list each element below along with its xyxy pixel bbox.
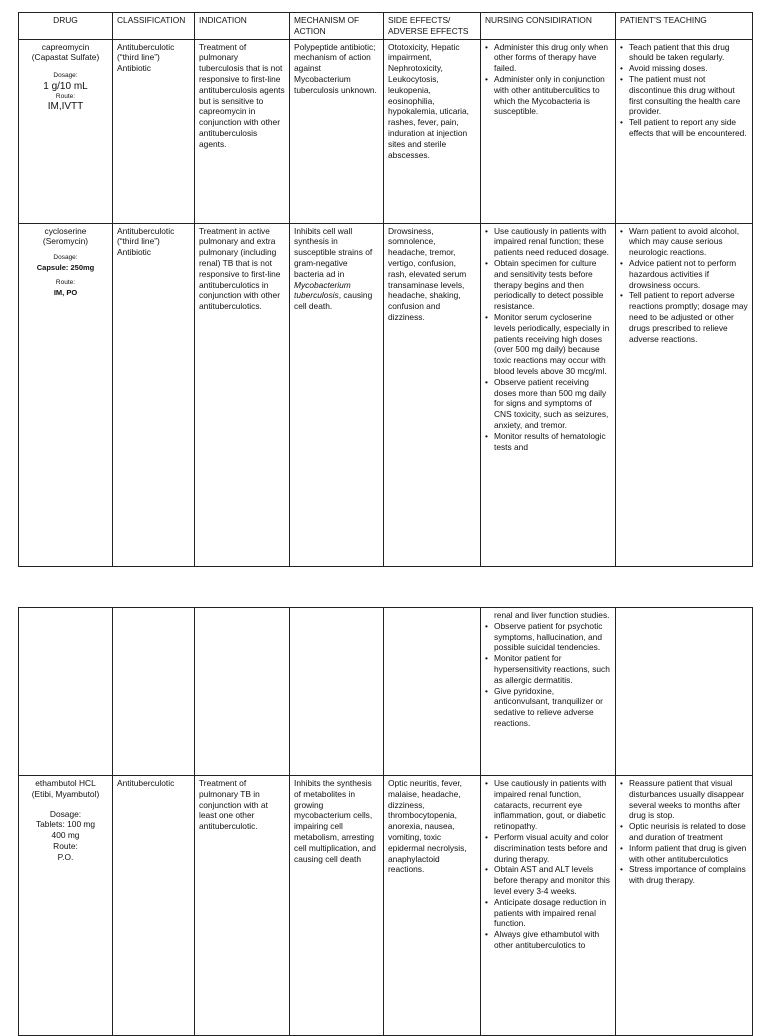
list-item: • Obtain specimen for culture and sensitivity tests before therapy begins and then periodically to detect possible resistance. [485,258,611,312]
teaching-cell [616,39,753,223]
drug-brand: (Etibi, Myambutol) [31,788,100,799]
empty-cell [616,608,753,776]
list-item: • Advice patient not to perform hazardous activities if drowsiness occurs. [620,258,748,290]
list-item: • Reassure patient that visual disturbances usually disappear several weeks to months after drug is stop. [620,778,748,821]
mechanism-text: Inhibits cell wall synthesis in susceptible strains of gram-negative bacteria ad in [294,225,373,279]
list-item: • The patient must not discontinue this drug without first consulting the health care provider. [620,74,748,117]
side-effects-cell: Optic neuritis, fever, malaise, headache, dizziness, thrombocytopenia, anorexia, nausea, vomiting, toxic epidermal necrolysis, anaphylactoid reactions. [384,776,481,1036]
empty-cell [290,608,384,776]
route-label: Route: [55,279,76,287]
list-item: • Teach patient that this drug should be taken regularly. [620,42,748,64]
dosage-value: 1 g/10 mL [43,80,88,92]
side-effects-cell: Drowsiness, somnolence, headache, tremor, vertigo, confusion, rash, elevated serum transaminase levels, headache, shaking, confusion and dizziness. [384,223,481,566]
list-item: • Administer this drug only when other forms of therapy have failed. [485,42,611,74]
mechanism-cell [290,223,384,566]
continued-text: renal and liver function studies. [494,610,610,620]
drug-table-page-1 [18,12,753,567]
drug-brand: (Capastat Sulfate) [31,52,100,63]
table-row [19,223,753,566]
drug-name: ethambutol HCL [35,778,96,788]
header-side-effects: SIDE EFFECTS/ ADVERSE EFFECTS [384,13,481,40]
drug-name: capreomycin [41,41,90,52]
list-item: • Use cautiously in patients with impaired renal function, cataracts, recurrent eye inflammation, gout, or diabetic retinopathy. [485,778,611,832]
list-item: • Monitor serum cycloserine levels periodically, especially in patients receiving high doses (over 500 mg daily) because toxic reactions may occur with blood levels above 30 mcg/ml. [485,312,611,377]
list-item: • Administer only in conjunction with other antituberculitics to which the Mycobacteria is susceptible. [485,74,611,117]
nursing-cell [481,223,616,566]
header-drug: DRUG [19,13,113,40]
empty-cell [113,608,195,776]
dosage-value-2: 400 mg [51,830,80,841]
drug-cell [19,776,113,1036]
list-item: • Observe patient receiving doses more than 500 mg daily for signs and symptoms of CNS toxicity, such as seizures, anxiety, and tremor. [485,377,611,431]
empty-cell [19,608,113,776]
header-indication: INDICATION [195,13,290,40]
list-item: • Obtain AST and ALT levels before therapy and monitor this level every 3-4 weeks. [485,864,611,896]
indication-cell: Treatment of pulmonary tuberculosis that is not responsive to first-line antituberculosis agents but is sensitive to capreomycin in conjunction with other antituberculosis agents. [195,39,290,223]
header-classification: CLASSIFICATION [113,13,195,40]
header-mechanism: MECHANISM OF ACTION [290,13,384,40]
list-item: • Inform patient that drug is given with other antituberculotics [620,843,748,865]
nursing-cell [481,608,616,776]
nursing-cell [481,39,616,223]
list-item: • Tell patient to report any side effects that will be encountered. [620,117,748,139]
dosage-label: Dosage: [53,72,78,80]
classification-cell: Antituberculotic [113,776,195,1036]
classification-cell: Antituberculotic (“third line”) Antibiotic [113,39,195,223]
list-item: • Avoid missing doses. [620,63,748,74]
nursing-cell [481,776,616,1036]
header-row [19,13,753,40]
route-label: Route: [53,840,78,851]
route-value: IM,IVTT [47,101,84,113]
teaching-cell [616,776,753,1036]
list-item: • Observe patient for psychotic symptoms, hallucination, and possible suicidal tendencies. [485,621,611,653]
dosage-value: Capsule: 250mg [36,262,95,272]
empty-cell [195,608,290,776]
list-item: • Optic neurisis is related to dose and duration of treatment [620,821,748,843]
list-item: • Tell patient to report adverse reactions promptly; dosage may need to be adjusted or other drugs prescribed to relieve adverse reactions. [620,290,748,344]
table-row [19,39,753,223]
list-item: • Monitor patient for hypersensitivity reactions, such as allergic dermatitis. [485,653,611,685]
continuation-row [19,608,753,776]
header-teaching: PATIENT'S TEACHING [616,13,753,40]
indication-cell: Treatment in active pulmonary and extra pulmonary (including renal) TB that is not responsive to first-line antituberculotics in conjunction with other antituberculotics. [195,223,290,566]
list-item: • Monitor results of hematologic tests and [485,431,611,453]
drug-brand: (Seromycin) [42,236,89,247]
dosage-label: Dosage: [53,254,78,262]
side-effects-cell: Ototoxicity, Hepatic impairment, Nephrotoxicity, Leukocytosis, leukopenia, eosinophilia, hypokalemia, uticaria, rashes, fever, pain, induration at injection sites and sterile abscesses. [384,39,481,223]
dosage-value: Tablets: 100 mg [35,819,96,830]
list-item: • Always give ethambutol with other antituberculotics to [485,929,611,951]
drug-cell [19,223,113,566]
indication-cell: Treatment of pulmonary TB in conjunction with at least one other antituberculotic. [195,776,290,1036]
list-item: • Anticipate dosage reduction in patients with impaired renal function. [485,897,611,929]
list-item: • Stress importance of complains with drug therapy. [620,864,748,886]
drug-table-page-2 [18,607,753,1036]
list-item: • Give pyridoxine, anticonvulsant, tranquilizer or sedative to relieve adverse reactions. [485,686,611,729]
mechanism-text-end: , causing cell death. [294,290,373,312]
drug-cell [19,39,113,223]
classification-cell: Antituberculotic (“third line”) Antibiotic [113,223,195,566]
drug-name: cycloserine [44,225,87,236]
empty-cell [384,608,481,776]
teaching-cell [616,223,753,566]
mechanism-cell: Polypeptide antibiotic; mechanism of action against Mycobacterium tuberculosis unknown. [290,39,384,223]
dosage-label: Dosage: [49,808,82,819]
list-item: • Use cautiously in patients with impaired renal function; these patients need reduced dosage. [485,226,611,258]
list-item: • Warn patient to avoid alcohol, which may cause serious neurologic reactions. [620,226,748,258]
mechanism-organism: Mycobacterium tuberculosis [294,279,351,301]
header-nursing: NURSING CONSIDIRATION [481,13,616,40]
list-item: • Perform visual acuity and color discrimination tests before and during therapy. [485,832,611,864]
route-value: P.O. [57,851,74,862]
table-row [19,776,753,1036]
route-value: IM, PO [53,287,78,297]
mechanism-cell: Inhibits the synthesis of metabolites in growing mycobacterium cells, impairing cell metabolism, arresting cell multiplication, and causing cell death [290,776,384,1036]
route-label: Route: [55,92,76,100]
